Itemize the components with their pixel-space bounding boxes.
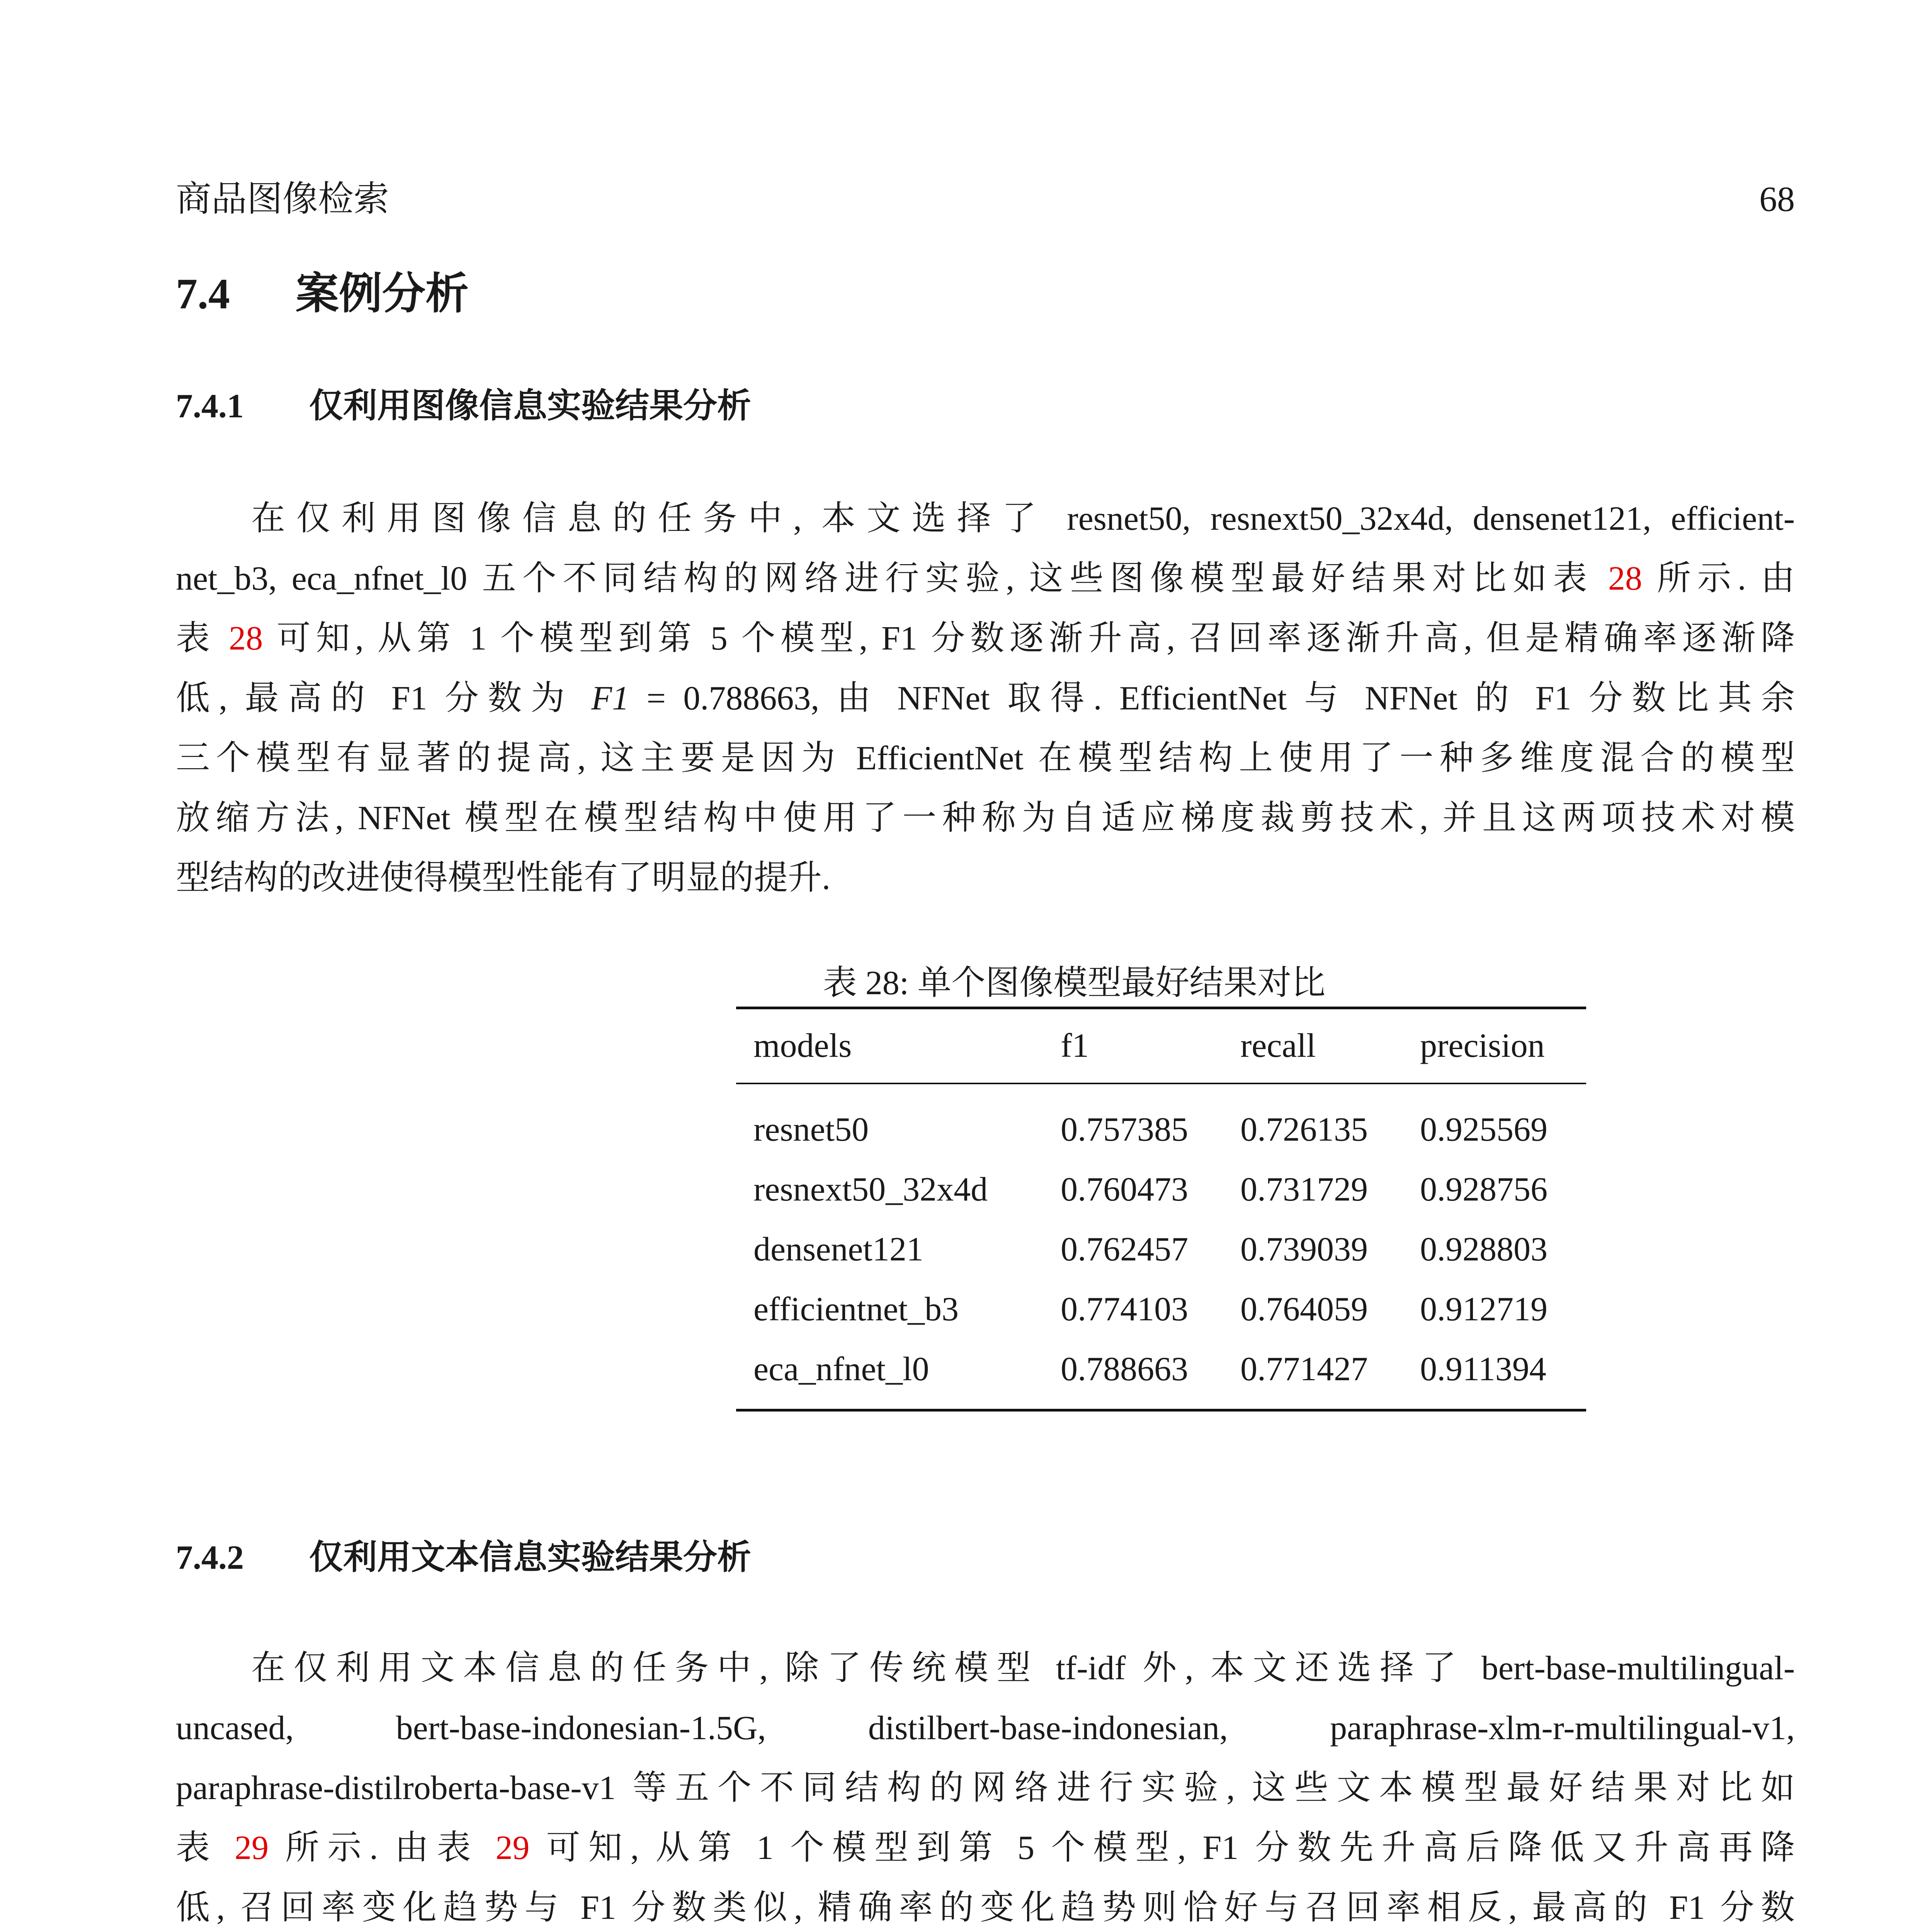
text-span: 可知, 从第 1 个模型到第 5 个模型, F1 分数先升高后降低又升高再降 (529, 1829, 1795, 1867)
text-span: net_b3, eca_nfnet_l0 五个不同结构的网络进行实验, 这些图像模型最好结果对比如表 (176, 560, 1608, 597)
text-line: 放缩方法, NFNet 模型在模型结构中使用了一种称为自适应梯度裁剪技术, 并且这两项技术对模 (176, 799, 1795, 837)
table-cell: 0.912719 (1420, 1291, 1548, 1328)
column-header: models (753, 1027, 852, 1065)
text-line (176, 668, 1795, 728)
table-row (736, 1083, 1586, 1160)
subsection-heading-7-4-1 (176, 383, 751, 430)
subsection-number: 7.4.2 (176, 1539, 244, 1577)
text-span: = 0.788663, 由 NFNet 取得. EfficientNet 与 NFNet 的 F1 分数比其余 (629, 680, 1795, 717)
table-caption: 表 28: 单个图像模型最好结果对比 (823, 964, 1326, 1002)
text-line (176, 1818, 1795, 1878)
subsection-title: 仅利用文本信息实验结果分析 (309, 1537, 752, 1577)
table-cell: 0.928803 (1420, 1231, 1548, 1268)
text-span: 表 (176, 620, 229, 657)
table-row (736, 1279, 1586, 1339)
subsection-number: 7.4.1 (176, 388, 244, 425)
text-line (176, 609, 1795, 668)
table-cell: 0.731729 (1240, 1171, 1368, 1208)
paragraph-text-results (176, 1638, 1795, 1932)
table-cell: 0.911394 (1420, 1350, 1546, 1388)
text-span: 所示. 由表 (269, 1829, 496, 1867)
table-ref-link[interactable]: 28 (1608, 560, 1642, 597)
document-page (176, 0, 1795, 1932)
table-cell: 0.762457 (1061, 1231, 1188, 1268)
header-title: 商品图像检索 (176, 178, 389, 219)
page-number: 68 (1759, 179, 1795, 219)
table-28 (562, 960, 1586, 1388)
subsection-heading-7-4-2 (176, 1534, 751, 1581)
table-row (736, 1339, 1586, 1409)
running-header (176, 176, 1795, 222)
text-line: 低, 召回率变化趋势与 F1 分数类似, 精确率的变化趋势则恰好与召回率相反, 最高的 F1 分数 (176, 1889, 1795, 1927)
text-span: 表 (176, 1829, 235, 1867)
table-ref-link[interactable]: 29 (235, 1829, 269, 1867)
table-cell: eca_nfnet_l0 (753, 1350, 929, 1388)
table-cell: resnext50_32x4d (753, 1171, 988, 1208)
table-cell: densenet121 (753, 1231, 923, 1268)
math-symbol: F1 (591, 680, 629, 717)
table-row (736, 1219, 1586, 1279)
table-cell: 0.726135 (1240, 1111, 1368, 1148)
text-line: 三个模型有显著的提高, 这主要是因为 EfficientNet 在模型结构上使用了一种多维度混合的模型 (176, 740, 1795, 777)
table-row (736, 1160, 1586, 1219)
column-header: precision (1420, 1027, 1545, 1065)
table-cell: 0.925569 (1420, 1111, 1548, 1148)
text-line: uncased, bert-base-indonesian-1.5G, distilbert-base-indonesian, paraphrase-xlm-r-multilingual-v1, (176, 1709, 1795, 1747)
table-cell: 0.928756 (1420, 1171, 1548, 1208)
table-ref-link[interactable]: 28 (229, 620, 263, 657)
text-line: 在仅利用图像信息的任务中, 本文选择了 resnet50, resnext50_32x4d, densenet121, efficient- (251, 500, 1795, 537)
table-cell: 0.757385 (1061, 1111, 1188, 1148)
table-header-row (736, 1009, 1586, 1083)
subsection-title: 仅利用图像信息实验结果分析 (309, 386, 752, 425)
table-ref-link[interactable]: 29 (495, 1829, 530, 1867)
column-header: recall (1240, 1027, 1316, 1065)
column-header: f1 (1061, 1027, 1089, 1065)
table-cell: 0.774103 (1061, 1291, 1188, 1328)
results-table (736, 1009, 1586, 1409)
text-span: 可知, 从第 1 个模型到第 5 个模型, F1 分数逐渐升高, 召回率逐渐升高, 但是精确率逐渐降 (263, 620, 1795, 657)
table-cell: resnet50 (753, 1111, 869, 1148)
paragraph-image-results (176, 489, 1795, 908)
table-cell: 0.739039 (1240, 1231, 1368, 1268)
text-span: 所示. 由 (1642, 560, 1795, 597)
text-line: 型结构的改进使得模型性能有了明显的提升. (176, 859, 831, 897)
table-cell: efficientnet_b3 (753, 1291, 959, 1328)
table-cell: 0.771427 (1240, 1350, 1368, 1388)
text-line: paraphrase-distilroberta-base-v1 等五个不同结构的网络进行实验, 这些文本模型最好结果对比如 (176, 1769, 1795, 1807)
text-span: 低, 最高的 F1 分数为 (176, 680, 592, 717)
text-line: 在仅利用文本信息的任务中, 除了传统模型 tf-idf 外, 本文还选择了 bert-base-multilingual- (251, 1650, 1795, 1687)
table-cell: 0.788663 (1061, 1350, 1188, 1388)
table-cell: 0.764059 (1240, 1291, 1368, 1328)
section-number: 7.4 (176, 270, 230, 318)
section-title: 案例分析 (296, 269, 469, 319)
section-heading-7-4 (176, 267, 469, 321)
table-frame (736, 1007, 1586, 1412)
table-cell: 0.760473 (1061, 1171, 1188, 1208)
text-line (176, 549, 1795, 609)
